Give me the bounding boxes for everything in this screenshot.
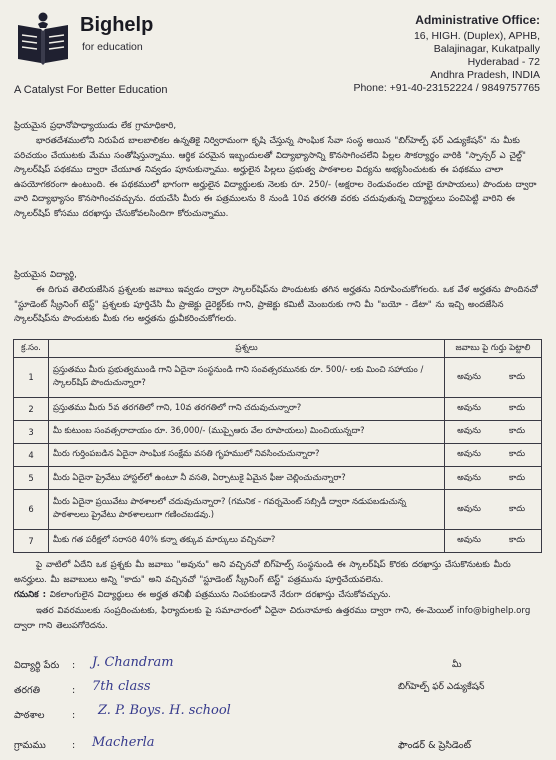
row-number: 7 — [14, 529, 49, 552]
student-name-label: విద్యార్థి పేరు — [14, 660, 60, 671]
question-text: ప్రస్తుతము మీరు ప్రభుత్వముండి గాని ఏదైనా సంస్థనుండి గాని సంవత్సరమునకు రూ. 500/- లకు మించి సహాయం / స్కాలర్‌షిప్ పొందుచున్నారా? — [49, 358, 445, 398]
answer-no[interactable]: కాదు — [493, 529, 542, 552]
answer-yes[interactable]: అవును — [445, 397, 494, 420]
col-question-header: ప్రశ్నలు — [49, 340, 445, 358]
office-line: Hyderabad - 72 — [467, 56, 540, 68]
note-label: గమనిక : — [14, 590, 47, 600]
question-text: మీరు గుర్తింపబడిన ఏదైనా సాంఘిక సంక్షేమ వసతి గృహములో నివసించుచున్నారా? — [49, 443, 445, 466]
colon: : — [72, 685, 76, 696]
student-paragraph: ఈ దిగువ తెలియజేసిన ప్రశ్నలకు జవాబు ఇవ్వడం ద్వారా స్కాలర్‌షిప్‌ను పొందుటకు తగిన అర్హతను నిరూపించుకోగలరు. ఒక వేళ అర్హతను పొందినచో "స్టూడెంట్ స్క్రీనింగ్ టెస్ట్" ప్రశ్నలకు పూర్తిచేసి మీ ప్రాజెక్టు డైరెక్టర్‌కు గాని, ప్రాజెక్టు కమిటీ మెంబరుకు గాని మీ "బయో - డేటా" ను ఇచ్చి అందజేసిన స్కాలర్‌షిప్‌ను పొందుటకు మీకు గల అర్హతను ధ్రువీకరించుకోగలరు. — [14, 285, 538, 325]
salutation-headmaster: ప్రియమైన ప్రధానోపాధ్యాయుడు లేక గ్రామాధికారి, — [14, 121, 177, 131]
office-address — [353, 14, 540, 95]
question-text: మీరు ఏదైనా ప్రయివేటు పాఠశాలలో చదువుచున్నారా? (గమనిక - గవర్నమెంట్ సబ్సిడీ ద్వారా నడుపబడుచున్న పాఠశాలలు ప్రైవేటు పాఠశాలలుగా గణించబడవు.) — [49, 490, 445, 530]
row-number: 5 — [14, 467, 49, 490]
village-value[interactable]: Macherla — [92, 735, 155, 750]
contact-text: ఇతర వివరములకు సంప్రదించుటకు, ఫిర్యాదులకు పై సమాచారంలో ఏదైనా చిరునామాకు ఉత్తరము ద్వారా గాని, ఈ-మెయిల్ — [36, 606, 454, 616]
row-number: 6 — [14, 490, 49, 530]
signature-title: ఫౌండర్ & ప్రెసిడెంట్ — [398, 740, 471, 751]
colon: : — [72, 740, 76, 751]
row-number: 2 — [14, 397, 49, 420]
note-line — [14, 588, 542, 603]
contact-text-end: ద్వారా గాని తెలుపగోరెదను. — [14, 620, 108, 631]
brand-subtitle: for education — [82, 41, 143, 53]
question-text: మీకు గత పరీక్షలో సరాసరి 40% కన్నా తక్కువ మార్కులు వచ్చినవా? — [49, 529, 445, 552]
answer-no[interactable]: కాదు — [493, 397, 542, 420]
office-line: Balajinagar, Kukatpally — [433, 43, 540, 55]
signature-organization: బిగ్‌హెల్ప్ ఫర్ ఎడ్యుకేషన్ — [398, 682, 485, 692]
tagline: A Catalyst For Better Education — [14, 84, 168, 96]
answer-yes[interactable]: అవును — [445, 358, 494, 398]
col-number-header: క్ర.సం. — [14, 340, 49, 358]
table-row — [14, 420, 542, 443]
table-row — [14, 358, 542, 398]
table-row — [14, 467, 542, 490]
row-number: 3 — [14, 420, 49, 443]
table-row — [14, 397, 542, 420]
colon: : — [72, 710, 76, 721]
question-text: ప్రస్తుతము మీరు 5వ తరగతిలో గాని, 10వ తరగతిలో గాని చదువుచున్నారా? — [49, 397, 445, 420]
row-number: 1 — [14, 358, 49, 398]
answer-no[interactable]: కాదు — [493, 490, 542, 530]
office-phone: Phone: +91-40-23152224 / 9849757765 — [353, 82, 540, 94]
answer-no[interactable]: కాదు — [493, 358, 542, 398]
bighelp-logo-icon — [14, 11, 72, 69]
brand-name: Bighelp — [80, 14, 154, 36]
answer-yes[interactable]: అవును — [445, 490, 494, 530]
table-row — [14, 490, 542, 530]
village-label: గ్రామము — [14, 740, 46, 751]
contact-email[interactable]: info@bighelp.org — [456, 606, 531, 616]
question-text: మీ కుటుంబ సంవత్సరాదాయం రూ. 36,000/- (ముప్పైఆరు వేల రూపాయలు) మించియున్నదా? — [49, 420, 445, 443]
answer-yes[interactable]: అవును — [445, 467, 494, 490]
answer-no[interactable]: కాదు — [493, 443, 542, 466]
office-line: 16, HIGH. (Duplex), APHB, — [413, 30, 540, 42]
answer-yes[interactable]: అవును — [445, 443, 494, 466]
office-line: Andhra Pradesh, INDIA — [430, 69, 540, 81]
answer-yes[interactable]: అవును — [445, 529, 494, 552]
answer-yes[interactable]: అవును — [445, 420, 494, 443]
answer-no[interactable]: కాదు — [493, 467, 542, 490]
eligibility-paragraph: పై వాటిలో ఏదేని ఒక ప్రశ్నకు మీ జవాబు "అవును" అని వచ్చినచో బిగ్‌హెల్ప్ సంస్థనుండి ఈ స్కాలర్‌షిప్‌ కొరకు దరఖాస్తు చేసుకొనుటకు మీరు అనర్హులు. మీ జవాబులు అన్ని "కాదు" అని వచ్చినచో "స్టూడెంట్ స్క్రీనింగ్ టెస్ట్" పత్రమును పూర్తిచేయవలెను. — [14, 560, 511, 585]
office-title: Administrative Office: — [415, 13, 540, 27]
answer-no[interactable]: కాదు — [493, 420, 542, 443]
note-text: వికలాంగులైన విద్యార్థులు ఈ అర్హత తనిఖీ పత్రమును నింపకుండానే నేరుగా దరఖాస్తు చేసుకోవచ్చును. — [49, 590, 391, 600]
salutation-student: ప్రియమైన విద్యార్థి, — [14, 270, 77, 280]
school-value[interactable]: Z. P. Boys. H. school — [98, 703, 231, 718]
table-header-row — [14, 340, 542, 358]
school-label: పాఠశాల — [14, 710, 45, 721]
student-name-value[interactable]: J. Chandram — [92, 655, 174, 670]
intro-paragraph: భారతదేశములోని నిరుపేద బాలబాలికల ఉన్నతికై నిర్విరామంగా కృషి చేస్తున్న సాంఘిక సేవా సంస్థ అయిన "బిగ్‌హెల్ప్ ఫర్ ఎడ్యుకేషన్" ను మీకు పరిచయం చేయుటకు మేము సంతోషిస్తున్నాము. ఆర్థిక పరమైన ఇబ్బందులతో విద్యాభ్యాసాన్ని కొనసాగించలేని పిల్లల సౌకర్యార్థం వారికి "స్పాన్సర్ ఎ చైల్డ్" స్కాలర్‌షిప్ పథకము ద్వారా చేయూత నివ్వడం పూనుకున్నాము. అర్హులైన పిల్లలు ప్రభుత్వ పాఠశాలల విద్యను అభ్యసించుటకు ఈ పథకము చాలా ఉపయోగకరంగా ఉంటుంది. ఈ పథకములో భాగంగా అర్హులైన విద్యార్థులకు నెలకు రూ. 250/- (అక్షరాల రెండువందల యాభై రూపాయలు) పొందుట ద్వారా వారి విద్యాభ్యాసం కొనసాగించవచ్చును. దయచేసి మీరు ఈ పత్రములను 8 నుండి 10వ తరగతి వరకు చదువుతున్న విద్యార్థులు పంచిపెట్టి వారిని ఈ స్కాలర్‌షిప్ కోసము దరఖాస్తు చేసుకోవలసిందిగా కోరుచున్నాము. — [14, 136, 537, 219]
table-row — [14, 443, 542, 466]
signature-salutation: మీ — [452, 660, 462, 670]
contact-paragraph — [14, 604, 542, 633]
table-row — [14, 529, 542, 552]
row-number: 4 — [14, 443, 49, 466]
question-text: మీరు ఏదైనా ప్రైవేటు హాస్టల్‌లో ఉంటూ నీ వసతి, ఏర్పాటుకై ఏమైన ఫీజు చెల్లించుచున్నారా? — [49, 467, 445, 490]
colon: : — [72, 660, 76, 671]
col-answer-header: జవాబు పై గుర్తు పెట్టాలి — [445, 340, 542, 358]
class-label: తరగతి — [14, 685, 40, 696]
eligibility-table — [13, 339, 542, 553]
class-value[interactable]: 7th class — [92, 679, 151, 694]
